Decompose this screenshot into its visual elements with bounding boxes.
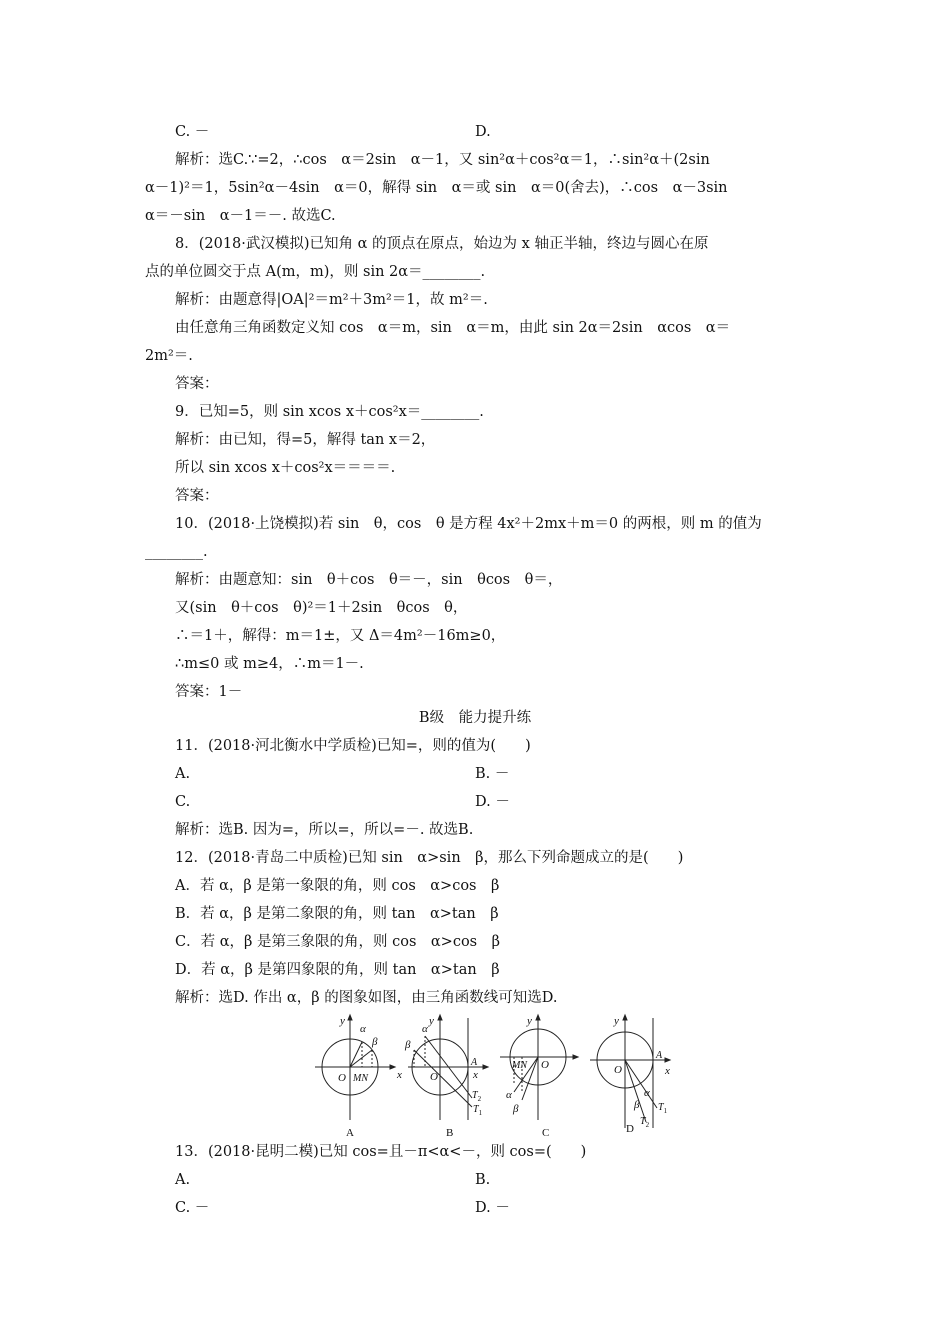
origin-label: O [338, 1072, 346, 1084]
x-axis-label: x [397, 1069, 402, 1081]
t2-label: $T_2$ [472, 1090, 482, 1103]
origin-label: O [430, 1071, 438, 1083]
t2-label: $T_2$ [640, 1116, 650, 1129]
alpha-label: α [422, 1023, 428, 1035]
option-b: B. [475, 1172, 491, 1188]
panel-c [500, 1015, 578, 1139]
question-8: 8．(2018·武汉模拟)已知角 α 的顶点在原点，始边为 x 轴正半轴，终边与圆心在原 [175, 236, 709, 252]
question-10-cont: ________. [145, 544, 208, 560]
option-b: B. － [475, 766, 510, 782]
option-c: C. － [175, 124, 210, 140]
beta-label: β [372, 1036, 378, 1048]
panel-label: D [626, 1123, 634, 1135]
question-11: 11．(2018·河北衡水中学质检)已知=，则的值为( ) [175, 738, 531, 754]
question-13: 13．(2018·昆明二模)已知 cos=且－π<α<－，则 cos=( ) [175, 1144, 587, 1160]
solution-line: 又(sin θ＋cos θ)²＝1＋2sin θcos θ， [175, 600, 468, 616]
x-axis-label: x [665, 1065, 670, 1077]
text-line: 解析：选C.∵=2，∴cos α＝2sin α－1，又 sin²α＋cos²α＝1，∴sin²α＋(2sin [175, 152, 710, 168]
question-10: 10．(2018·上饶模拟)若 sin θ，cos θ 是方程 4x²＋2mx＋m＝0 的两根，则 m 的值为 [175, 516, 762, 532]
point-a-label: A [656, 1050, 663, 1061]
origin-label: O [541, 1059, 549, 1071]
y-axis-label: y [340, 1015, 345, 1027]
panel-label: A [346, 1127, 354, 1139]
trig-lines-figure [300, 1010, 680, 1140]
y-axis-label: y [429, 1015, 434, 1027]
mn-label: MN [512, 1060, 527, 1071]
option-c: C. － [175, 1200, 210, 1216]
option-d: D. － [475, 1200, 510, 1216]
answer-label: 答案： [175, 376, 219, 392]
y-axis-label: y [614, 1015, 619, 1027]
beta-label: β [634, 1099, 640, 1111]
origin-label: O [614, 1064, 622, 1076]
panel-d [590, 1015, 670, 1135]
panel-label: C [542, 1127, 550, 1139]
section-heading: B级 能力提升练 [418, 710, 532, 726]
solution-line: α－1)²＝1，5sin²α－4sin α＝0，解得 sin α＝或 sin α＝0(舍去)，∴cos α－3sin [145, 180, 728, 196]
option-a: A. [175, 1172, 191, 1188]
alpha-label: α [644, 1087, 650, 1099]
option-c: C. [175, 794, 191, 810]
solution-line: 解析：由题意知：sin θ＋cos θ＝－，sin θcos θ＝， [175, 572, 563, 588]
solution-line: 解析：由已知，得=5，解得 tan x＝2， [175, 432, 436, 448]
mn-label: MN [353, 1073, 368, 1084]
option-d: D. － [475, 794, 510, 810]
solution-line: 所以 sin xcos x＋cos²x＝＝＝＝. [175, 460, 396, 476]
panel-b [404, 1015, 488, 1139]
solution-line: 2m²＝. [145, 348, 193, 364]
beta-label: β [513, 1103, 519, 1115]
t1-label: $T_1$ [473, 1104, 483, 1117]
option-a: A. [175, 766, 191, 782]
question-8-cont: 点的单位圆交于点 A(m，m)，则 sin 2α＝________. [145, 264, 486, 280]
x-axis-label: x [473, 1069, 478, 1081]
solution-line [145, 150, 805, 170]
solution-line: 由任意角三角函数定义知 cos α＝m，sin α＝m，由此 sin 2α＝2sin αcos α＝ [175, 320, 731, 336]
t1-label: $T_1$ [658, 1102, 668, 1115]
option-d: D．若 α，β 是第四象限的角，则 tan α>tan β [175, 962, 500, 978]
point-a-label: A [471, 1057, 478, 1068]
panel-a [315, 1015, 402, 1139]
option-a: A．若 α，β 是第一象限的角，则 cos α>cos β [175, 878, 500, 894]
option-c: C．若 α，β 是第三象限的角，则 cos α>cos β [175, 934, 501, 950]
solution-line: α＝－sin α－1＝－. 故选C. [145, 208, 336, 224]
answer-label: 答案： [175, 488, 219, 504]
alpha-label: α [360, 1023, 366, 1035]
question-9: 9．已知=5，则 sin xcos x＋cos²x＝________. [175, 404, 484, 420]
panel-label: B [446, 1127, 454, 1139]
solution-line: ∴＝1＋，解得：m＝1±，又 Δ＝4m²－16m≥0， [175, 628, 506, 644]
y-axis-label: y [527, 1015, 532, 1027]
option-d: D. [475, 124, 491, 140]
solution-line: ∴m≤0 或 m≥4，∴m＝1－. [175, 656, 364, 672]
solution-line: 解析：选B. 因为=，所以=，所以=－. 故选B. [175, 822, 474, 838]
question-12: 12．(2018·青岛二中质检)已知 sin α>sin β，那么下列命题成立的是( ) [175, 850, 684, 866]
beta-label: β [405, 1039, 411, 1051]
option-b: B．若 α，β 是第二象限的角，则 tan α>tan β [175, 906, 499, 922]
solution-line: 解析：由题意得|OA|²＝m²＋3m²＝1，故 m²＝. [175, 292, 488, 308]
alpha-label: α [506, 1089, 512, 1101]
solution-line: 解析：选D. 作出 α，β 的图象如图，由三角函数线可知选D. [175, 990, 558, 1006]
answer-line: 答案：1－ [175, 684, 243, 700]
